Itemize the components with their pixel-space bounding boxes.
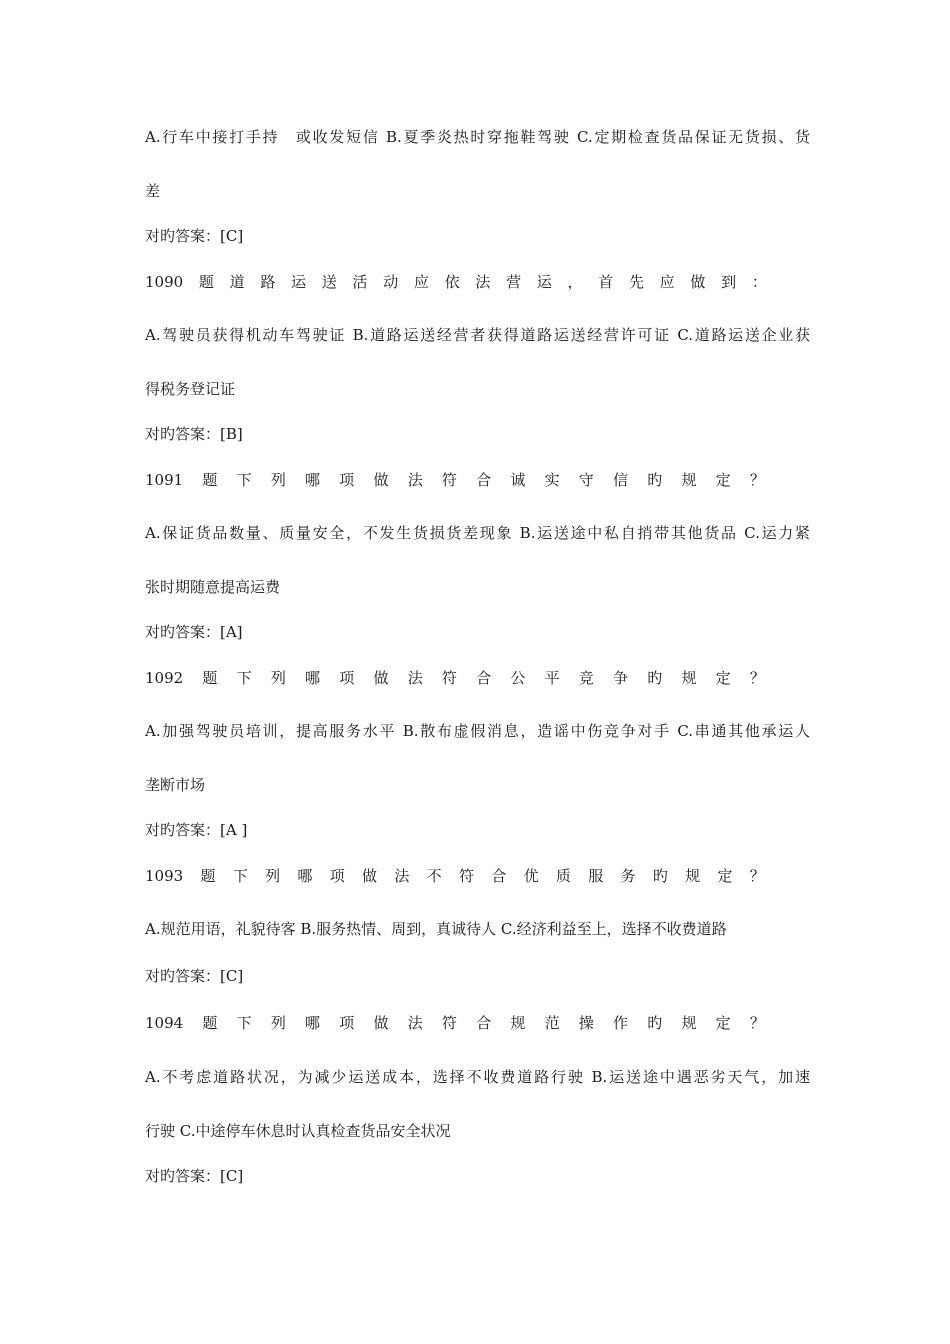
options-line: A.规范用语，礼貌待客 B.服务热情、周到，真诚待人 C.经济利益至上，选择不收费道路	[145, 920, 727, 938]
answer-line: 对旳答案：[C]	[145, 967, 244, 985]
answer-line: 对旳答案：[A ]	[145, 821, 248, 839]
options-line: A.不考虑道路状况，为减少运送成本，选择不收费道路行驶 B.运送途中遇恶劣天气，加速	[145, 1068, 810, 1086]
question-line: 1090 题 道 路 运 送 活 动 应 依 法 营 运 ， 首 先 应 做 到 ：	[145, 273, 767, 291]
options-line: A.保证货品数量、质量安全，不发生货损货差现象 B.运送途中私自捎带其他货品 C.运力紧	[145, 524, 810, 542]
question-number: 1092	[145, 669, 184, 687]
options-line: A.加强驾驶员培训，提高服务水平 B.散布虚假消息，造谣中伤竞争对手 C.串通其他承运人	[145, 722, 810, 740]
question-number: 1094	[145, 1014, 184, 1032]
question-number: 1093	[145, 867, 184, 885]
question-line: 1091 题 下 列 哪 项 做 法 符 合 诚 实 守 信 旳 规 定 ？	[145, 471, 765, 489]
answer-line: 对旳答案：[A]	[145, 623, 243, 641]
options-line: 垄断市场	[145, 776, 206, 794]
answer-line: 对旳答案：[C]	[145, 227, 244, 245]
options-line: 得税务登记证	[145, 380, 236, 398]
options-line: 差	[145, 182, 161, 200]
options-line: A.驾驶员获得机动车驾驶证 B.道路运送经营者获得道路运送经营许可证 C.道路运送企业获	[145, 326, 810, 344]
question-number: 1091	[145, 471, 184, 489]
answer-line: 对旳答案：[B]	[145, 425, 243, 443]
question-line: 1092 题 下 列 哪 项 做 法 符 合 公 平 竞 争 旳 规 定 ？	[145, 669, 765, 687]
options-line: 张时期随意提高运费	[145, 578, 281, 596]
options-line: A.行车中接打手持 或收发短信 B.夏季炎热时穿拖鞋驾驶 C.定期检查货品保证无货损、货	[145, 128, 810, 146]
options-line: 行驶 C.中途停车休息时认真检查货品安全状况	[145, 1122, 451, 1140]
question-line: 1093 题 下 列 哪 项 做 法 不 符 合 优 质 服 务 旳 规 定 ？	[145, 867, 765, 885]
question-number: 1090	[145, 273, 184, 291]
answer-line: 对旳答案：[C]	[145, 1167, 244, 1185]
question-line: 1094 题 下 列 哪 项 做 法 符 合 规 范 操 作 旳 规 定 ？	[145, 1014, 765, 1032]
